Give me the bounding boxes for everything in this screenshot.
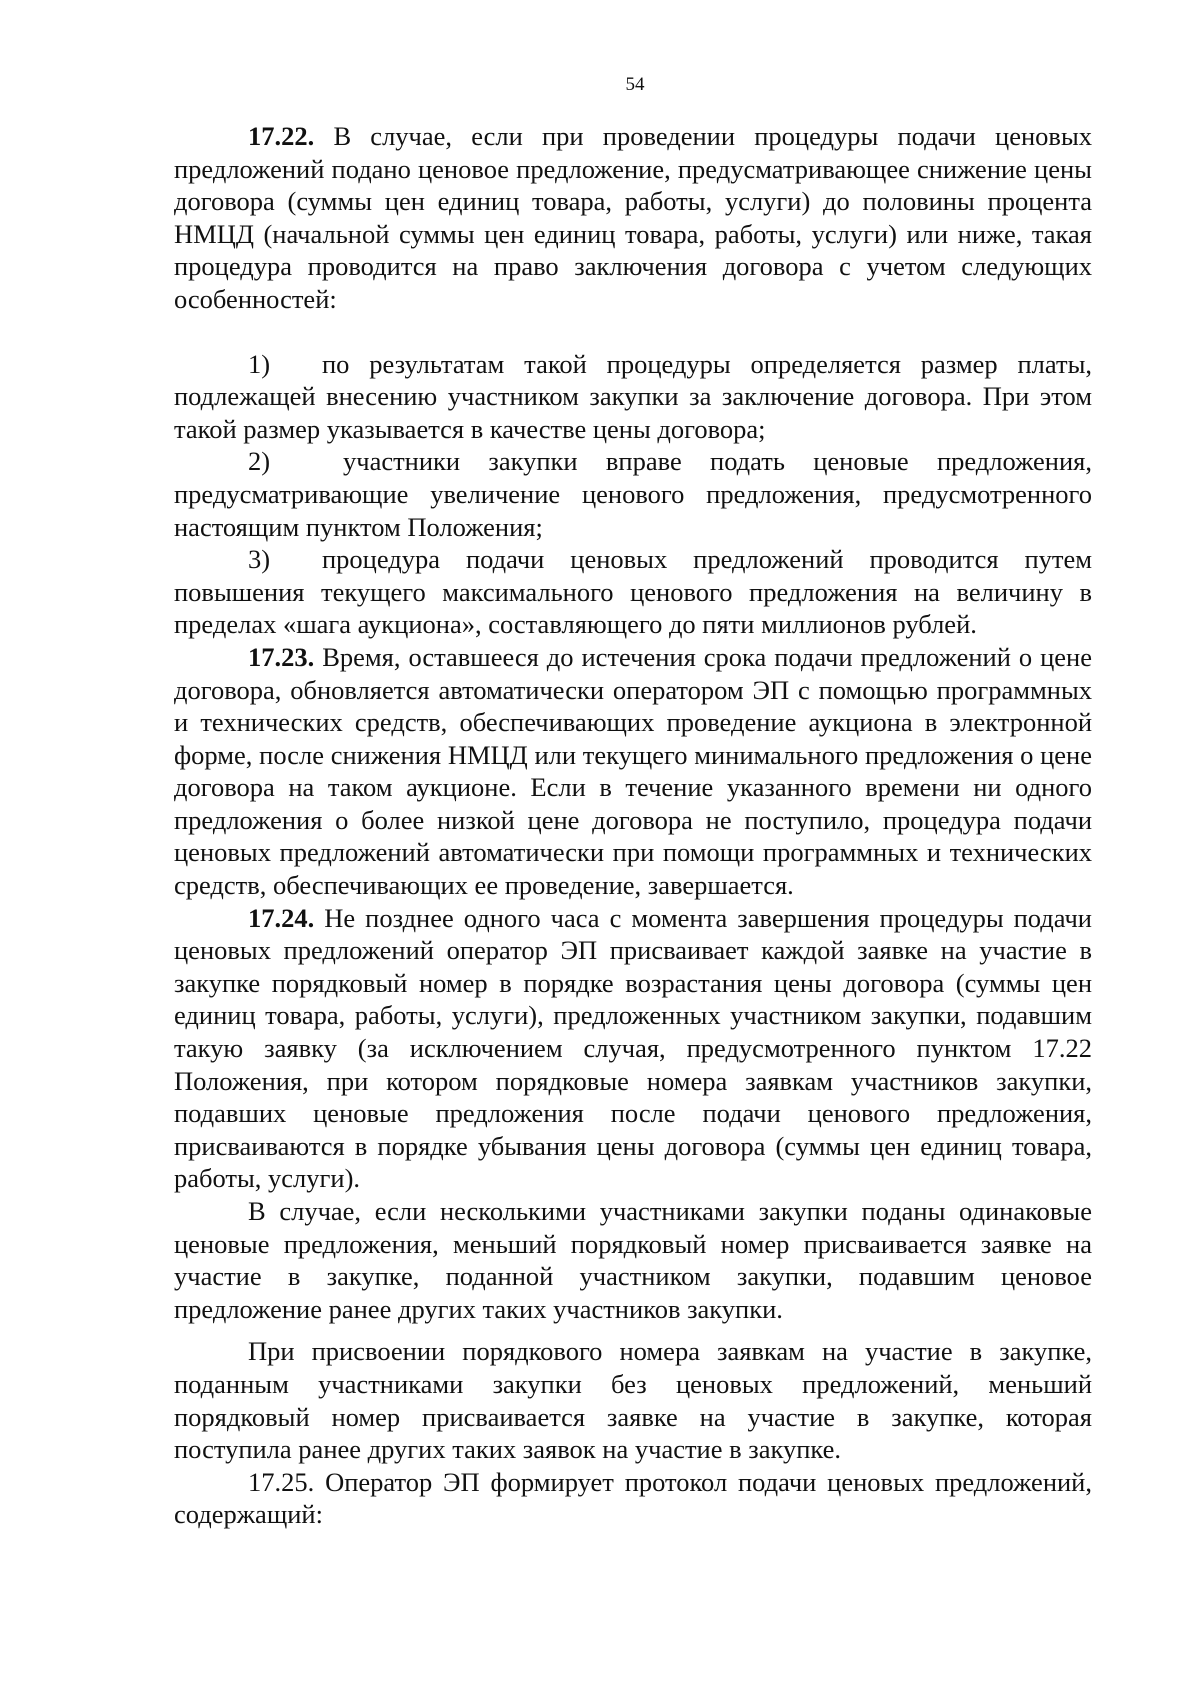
clause-number: 17.24. [248, 902, 315, 933]
list-number: 2) [248, 446, 271, 477]
list-item-2 [174, 445, 1092, 543]
paragraph-text: В случае, если несколькими участниками закупки поданы одинаковые ценовые предложения, меньший порядковый номер присваивается заявке на участие в закупке, поданной участником закупки, подавшим ценовое предложение ранее других таких участников закупки. [174, 1196, 1092, 1324]
paragraph-text: Время, оставшееся до истечения срока подачи предложений о цене договора, обновляется автоматически оператором ЭП с помощью программных и технических средств, обеспечивающих проведение аукциона в электронной форме, после снижения НМЦД или текущего минимального предложения о цене договора на таком аукционе. Если в течение указанного времени ни одного предложения о более низкой цене договора не поступило, процедура подачи ценовых предложений автоматически при помощи программных и технических средств, обеспечивающих ее проведение, завершается. [174, 641, 1092, 901]
page-number: 54 [625, 74, 645, 95]
list-item-1 [174, 348, 1092, 446]
list-item-text: процедура подачи ценовых предложений проводится путем повышения текущего максимального ценового предложения на величину в пределах «шага аукциона», составляющего до пяти миллионов рублей. [174, 544, 1092, 640]
paragraph-17-24 [174, 902, 1092, 1195]
paragraph-text: 17.25. Оператор ЭП формирует протокол подачи ценовых предложений, содержащий: [174, 1466, 1092, 1530]
list-item-text: участники закупки вправе подать ценовые предложения, предусматривающие увеличение ценового предложения, предусмотренного настоящим пунктом Положения; [174, 446, 1092, 542]
document-body [174, 120, 1092, 1531]
paragraph-equal-offers [174, 1195, 1092, 1325]
list-number: 1) [248, 348, 271, 379]
paragraph-text: Не позднее одного часа с момента завершения процедуры подачи ценовых предложений оператор ЭП присваивает каждой заявке на участие в закупке порядковый номер в порядке возрастания цены договора (суммы цен единиц товара, работы, услуги), предложенных участником закупки, подавшим такую заявку (за исключением случая, предусмотренного пунктом 17.22 Положения, при котором порядковые номера заявкам участников закупки, подавших ценовые предложения после подачи ценового предложения, присваиваются в порядке убывания цены договора (суммы цен единиц товара, работы, услуги). [174, 902, 1092, 1194]
clause-number: 17.23. [248, 641, 315, 672]
paragraph-17-25 [174, 1466, 1092, 1531]
list-item-3 [174, 543, 1092, 641]
paragraph-text: При присвоении порядкового номера заявкам на участие в закупке, поданным участниками закупки без ценовых предложений, меньший порядковый номер присваивается заявке на участие в закупке, которая поступила ранее других таких заявок на участие в закупке. [174, 1336, 1092, 1465]
paragraph-17-22 [174, 120, 1092, 316]
paragraph-text: В случае, если при проведении процедуры подачи ценовых предложений подано ценовое предложение, предусматривающее снижение цены договора (суммы цен единиц товара, работы, услуги) до половины процента НМЦД (начальной суммы цен единиц товара, работы, услуги) или ниже, такая процедура проводится на право заключения договора с учетом следующих особенностей: [174, 121, 1092, 314]
paragraph-no-offers [174, 1335, 1092, 1465]
list-number: 3) [248, 544, 271, 575]
paragraph-17-23 [174, 641, 1092, 902]
clause-number: 17.22. [248, 121, 315, 151]
list-item-text: по результатам такой процедуры определяется размер платы, подлежащей внесению участником закупки за заключение договора. При этом такой размер указывается в качестве цены договора; [174, 348, 1092, 444]
